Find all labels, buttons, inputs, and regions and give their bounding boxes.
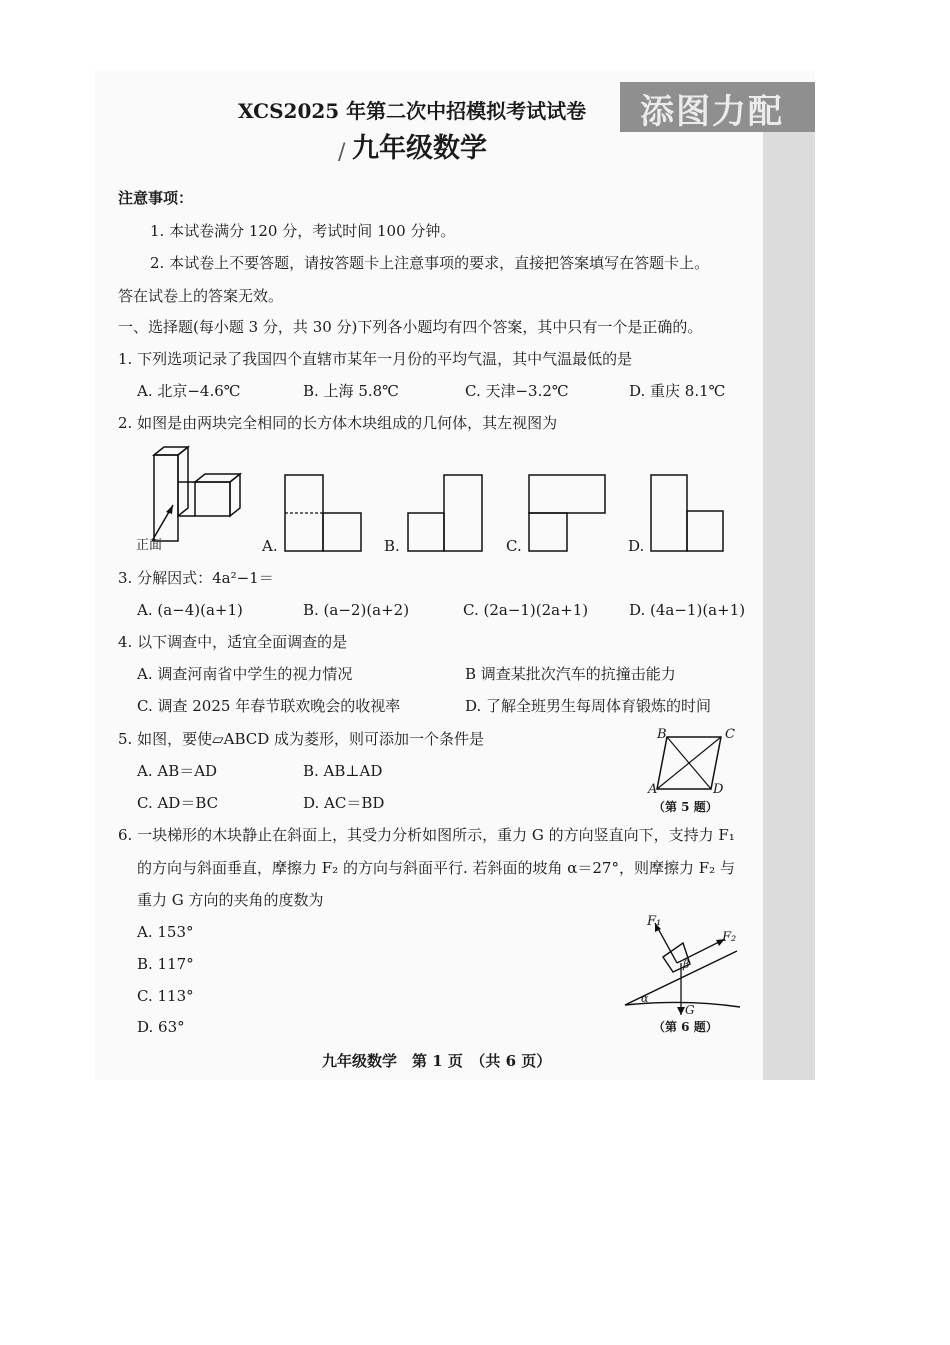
notice-item-1: 1. 本试卷满分 120 分，考试时间 100 分钟。 (150, 222, 456, 240)
q2-stem: 2. 如图是由两块完全相同的长方体木块组成的几何体，其左视图为 (118, 414, 558, 432)
q6-option-b: B. 117° (137, 955, 194, 973)
q5-label-c: C (725, 727, 735, 742)
section1-heading: 一、选择题(每小题 3 分，共 30 分)下列各小题均有四个答案，其中只有一个是正确的。 (118, 318, 703, 336)
q6-label-f2: F₂ (722, 930, 737, 945)
q2-view-b (407, 474, 487, 554)
q6-option-c: C. 113° (137, 987, 194, 1005)
title-mark: / (338, 140, 346, 165)
q2-view-a (284, 474, 364, 554)
q2-option-c: C. (506, 537, 522, 555)
side-strip (763, 130, 815, 1080)
q6-stem-line-2: 的方向与斜面垂直，摩擦力 F₂ 的方向与斜面平行. 若斜面的坡角 α＝27°，则摩擦力 F₂ 与 (137, 859, 735, 877)
q4-option-c: C. 调查 2025 年春节联欢晚会的收视率 (137, 697, 401, 715)
q5-label-d: D (713, 782, 724, 797)
q1-option-d: D. 重庆 8.1℃ (629, 382, 726, 400)
q1-option-c: C. 天津−3.2℃ (465, 382, 569, 400)
q3-option-b: B. (a−2)(a+2) (303, 601, 410, 619)
q4-option-b: B 调查某批次汽车的抗撞击能力 (465, 665, 676, 683)
q6-label-beta: β (683, 958, 690, 971)
notice-item-2: 2. 本试卷上不要答题，请按答题卡上注意事项的要求，直接把答案填写在答题卡上。 (150, 254, 710, 272)
q5-option-a: A. AB＝AD (137, 762, 218, 780)
q5-caption: （第 5 题） (653, 800, 718, 814)
q5-label-b: B (657, 727, 667, 742)
q3-stem: 3. 分解因式：4a²−1＝ (118, 569, 274, 587)
q5-option-d: D. AC＝BD (303, 794, 385, 812)
notice-continuation: 答在试卷上的答案无效。 (118, 287, 284, 305)
q2-view-d (650, 474, 730, 554)
q5-label-a: A (648, 782, 658, 797)
watermark-text: 添图力配 (640, 92, 784, 132)
subject-title: 九年级数学 (352, 133, 487, 164)
q2-view-c (528, 474, 608, 554)
q6-label-g: G (685, 1003, 695, 1017)
q5-option-b: B. AB⊥AD (303, 762, 383, 780)
q6-caption: （第 6 题） (653, 1020, 718, 1034)
q4-option-d: D. 了解全班男生每周体育锻炼的时间 (465, 697, 712, 715)
q6-stem-line-1: 6. 一块梯形的木块静止在斜面上，其受力分析如图所示，重力 G 的方向竖直向下，支持力 F₁ (118, 826, 735, 844)
q2-option-b: B. (384, 537, 400, 555)
q4-stem: 4. 以下调查中，适宜全面调查的是 (118, 633, 348, 651)
q6-option-d: D. 63° (137, 1018, 185, 1036)
q6-option-a: A. 153° (137, 923, 194, 941)
q2-option-a: A. (262, 537, 278, 555)
page-footer: 九年级数学 第 1 页 （共 6 页） (322, 1052, 552, 1070)
q6-label-alpha: α (641, 992, 649, 1005)
q5-option-c: C. AD＝BC (137, 794, 219, 812)
q2-option-d: D. (628, 537, 645, 555)
q1-option-b: B. 上海 5.8℃ (303, 382, 399, 400)
exam-title: XCS2025 年第二次中招模拟考试试卷 (238, 99, 587, 123)
q4-option-a: A. 调查河南省中学生的视力情况 (137, 665, 353, 683)
q2-solid-figure (140, 445, 250, 550)
q3-option-c: C. (2a−1)(2a+1) (463, 601, 589, 619)
q2-front-label: 正面 (136, 538, 163, 553)
q1-stem: 1. 下列选项记录了我国四个直辖市某年一月份的平均气温，其中气温最低的是 (118, 350, 633, 368)
q5-stem: 5. 如图，要使▱ABCD 成为菱形，则可添加一个条件是 (118, 730, 485, 748)
q6-stem-line-3: 重力 G 方向的夹角的度数为 (137, 891, 324, 909)
q6-label-f1: F₁ (647, 914, 662, 929)
q3-option-a: A. (a−4)(a+1) (137, 601, 243, 619)
watermark (620, 82, 815, 132)
q1-option-a: A. 北京−4.6℃ (137, 382, 241, 400)
notice-heading: 注意事项： (118, 189, 194, 207)
q3-option-d: D. (4a−1)(a+1) (629, 601, 746, 619)
